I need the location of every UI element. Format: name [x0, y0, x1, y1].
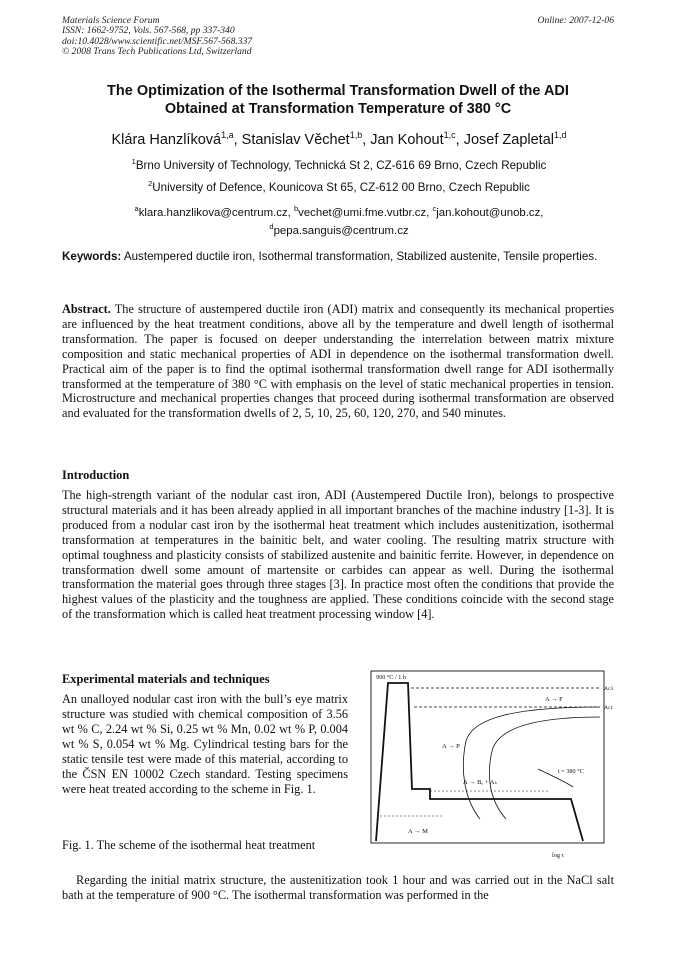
heat-treatment-scheme: [368, 669, 618, 863]
closing-paragraph: Regarding the initial matrix structure, the austenitization took 1 hour and was carried out in the NaCl salt bath at the temperature of 900 °C. The isothermal transformation was performed in the: [62, 873, 614, 902]
author-name: Jan Kohout: [370, 131, 444, 148]
figure-caption-label: Fig. 1.: [62, 838, 94, 852]
label-am: A → M: [408, 828, 428, 835]
email-b[interactable]: vechet@umi.fme.vutbr.cz,: [298, 206, 430, 219]
affiliation-text: Brno University of Technology, Technická St 2, CZ-616 69 Brno, Czech Republic: [135, 158, 547, 172]
keywords-label: Keywords:: [62, 250, 122, 263]
abstract: [62, 302, 614, 421]
author-sup: 1,c: [443, 130, 456, 140]
label-ap: A → P: [442, 743, 460, 750]
email-c[interactable]: jan.kohout@unob.cz,: [436, 206, 544, 219]
scheme-svg: [368, 669, 618, 863]
pearlite-start-curve: [463, 707, 600, 819]
label-ac1: Ac1: [604, 705, 614, 711]
paper-title: [62, 82, 614, 118]
title-line-1: The Optimization of the Isothermal Transformation Dwell of the ADI: [107, 83, 569, 99]
email-sup: d: [269, 222, 274, 232]
label-axis: log τ: [552, 852, 564, 859]
introduction-heading: Introduction: [62, 468, 130, 482]
experimental-text: An unalloyed nodular cast iron with the bull’s eye matrix structure was studied with chemical composition of 3.56 wt % C, 2.24 wt % Si, 0.25 wt % Mn, 0.02 wt % P, 0.004 wt % S, 0.054 wt % Mg. Cylindrical testing bars for the static tensile test were made of this material, according to the ČSN EN 10002 Czech standard. Testing specimens were heat treated according to the scheme in Fig. 1.: [62, 692, 348, 796]
author-name: Josef Zapletal: [463, 131, 554, 148]
introduction-text: The high-strength variant of the nodular cast iron, ADI (Austempered Ductile Iron), belongs to prospective structural materials and it has been already applied in all important branches of the machine industry [1-3]. It is produced from a nodular cast iron by the isothermal heat treatment which includes austenitization, isothermal transformation at temperatures in the bainitic belt, and water cooling. The resulting matrix structure with optimal toughness and plasticity consists of stabilized austenite and bainitic ferrite. However, in dependence on transformation dwell some amount of martensite or carbides can appear as well. During the isothermal transformation the material goes through three stages [3]. In practice most often the conditions that provide the highest values of the plasticity and the toughness are applied. These conditions coincide with the second stage of the transformation which is called heat treatment processing window [4].: [62, 488, 614, 622]
author-name: Klára Hanzlíková: [111, 131, 222, 148]
affiliation-2: [40, 179, 638, 194]
issn: ISSN: 1662-9752, Vols. 567-568, pp 337-340: [62, 25, 235, 37]
abstract-label: Abstract.: [62, 302, 111, 316]
scheme-frame: [371, 671, 604, 843]
email-block: [40, 202, 638, 239]
affiliation-text: University of Defence, Kounicova St 65, CZ-612 00 Brno, Czech Republic: [152, 180, 530, 194]
experimental-heading: Experimental materials and techniques: [62, 672, 270, 686]
label-start: 900 °C / 1 h: [376, 674, 406, 681]
abstract-text: The structure of austempered ductile iron (ADI) matrix and consequently its mechanical properties are influenced by the heat treatment conditions, above all by the temperature and dwell length of isothermal transformation. The paper is focused on deeper understanding the interrelation between matrix mixture composition and static mechanical properties of ADI in dependence on the isothermal transformation dwell. Practical aim of the paper is to find the optimal isothermal transformation dwell range for ADI isothermally transformed at the temperature of 380 °C with emphasis on the level of static mechanical properties in tension. Microstructure and mechanical properties changes that proceed during isothermal transformation are observed and evaluated for the transformation dwells of 2, 5, 10, 25, 60, 120, 270, and 540 minutes.: [62, 302, 614, 421]
email-sup: b: [293, 204, 299, 213]
journal-name: Materials Science Forum: [62, 15, 160, 26]
email-sup: c: [432, 204, 437, 213]
email-sup: a: [134, 204, 139, 213]
email-d[interactable]: pepa.sanguis@centrum.cz: [273, 225, 409, 238]
author-list: Klára Hanzlíková$^{1,a}$, Stanislav Věchet$^{1,b}$, Jan Kohout$^{1,c}$, Josef Zapletal$^{1,d}$: [111, 130, 567, 148]
label-ab: A → Bₐ + Aₛ: [463, 779, 497, 786]
online-date: Online: 2007-12-06: [537, 15, 614, 26]
author-sup: 1,a: [221, 130, 234, 140]
affiliation-1: [40, 157, 638, 172]
figure-caption: [62, 838, 362, 853]
email-a[interactable]: klara.hanzlikova@centrum.cz,: [138, 206, 291, 219]
title-line-2: Obtained at Transformation Temperature of 380 °C: [164, 101, 512, 117]
author-sup: 1,d: [554, 130, 567, 140]
doi: doi:10.4028/www.scientific.net/MSF.567-568.337: [62, 35, 253, 47]
label-af: A → F: [545, 696, 563, 703]
figure-caption-text: The scheme of the isothermal heat treatment: [96, 838, 316, 852]
affiliation-sup: 2: [148, 179, 153, 188]
affiliation-sup: 1: [131, 157, 136, 166]
author-sup: 1,b: [349, 130, 363, 140]
keywords: [62, 250, 614, 264]
keywords-text: Austempered ductile iron, Isothermal transformation, Stabilized austenite, Tensile properties.: [123, 250, 598, 263]
running-header: [62, 16, 252, 58]
label-ac3: Ac3: [604, 686, 614, 692]
author-name: Stanislav Věchet: [241, 131, 350, 148]
copyright: © 2008 Trans Tech Publications Ltd, Switzerland: [62, 46, 252, 58]
label-t: t = 380 °C: [558, 768, 584, 775]
